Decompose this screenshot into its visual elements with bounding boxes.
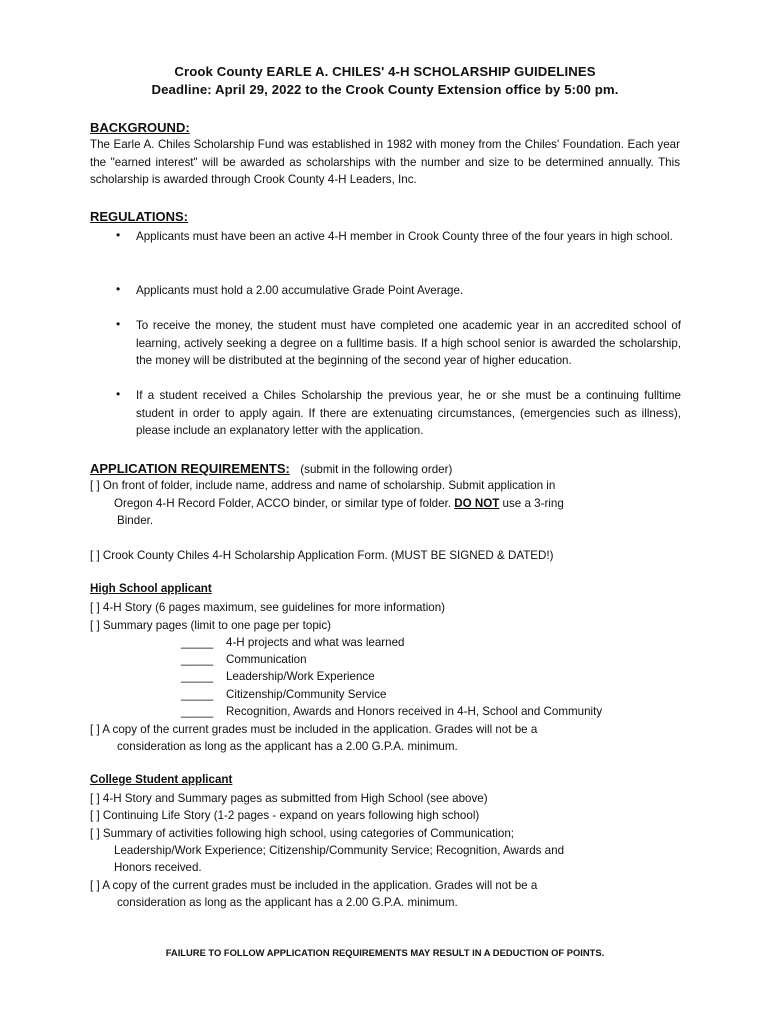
- footer-warning: FAILURE TO FOLLOW APPLICATION REQUIREMENTS MAY RESULT IN A DEDUCTION OF POINTS.: [165, 947, 605, 958]
- topic-item: Leadership/Work Experience: [226, 670, 375, 683]
- bullet-icon: •: [116, 387, 121, 401]
- topic-blank: _____: [181, 636, 214, 649]
- college-line-3: [ ] Summary of activities following high school, using categories of Communication;: [90, 827, 515, 840]
- application-heading-note: (submit in the following order): [300, 463, 453, 476]
- college-line-5: Honors received.: [114, 861, 202, 874]
- folder-line-2-text: Oregon 4-H Record Folder, ACCO binder, or similar type of folder.: [114, 497, 455, 510]
- bullet-icon: •: [116, 228, 121, 242]
- topic-item: Citizenship/Community Service: [226, 688, 387, 701]
- topic-blank: _____: [181, 688, 214, 701]
- college-grades-line-2: consideration as long as the applicant has a 2.00 G.P.A. minimum.: [117, 896, 458, 909]
- title-line-1: Crook County EARLE A. CHILES' 4-H SCHOLARSHIP GUIDELINES: [174, 64, 596, 79]
- regulations-heading: REGULATIONS:: [90, 209, 188, 224]
- college-line-1: [ ] 4-H Story and Summary pages as submitted from High School (see above): [90, 792, 488, 805]
- topic-blank: _____: [181, 705, 214, 718]
- topic-item: Communication: [226, 653, 307, 666]
- high-school-heading: High School applicant: [90, 582, 212, 595]
- regulation-item: Applicants must hold a 2.00 accumulative Grade Point Average.: [136, 284, 464, 297]
- topic-blank: _____: [181, 653, 214, 666]
- application-form-line: [ ] Crook County Chiles 4-H Scholarship Application Form. (MUST BE SIGNED & DATED!): [90, 549, 554, 562]
- application-heading: APPLICATION REQUIREMENTS:: [90, 461, 290, 476]
- folder-line-1: [ ] On front of folder, include name, address and name of scholarship. Submit application in: [90, 479, 556, 492]
- hs-summary-line: [ ] Summary pages (limit to one page per topic): [90, 619, 332, 632]
- background-text: The Earle A. Chiles Scholarship Fund was established in 1982 with money from the Chiles' Foundation. Each year the "earned interest" will be awarded as scholarships with the number and size to be determined annually. This scholarship is awarded through Crook County 4-H Leaders, Inc.: [90, 138, 680, 186]
- college-grades-line-1: [ ] A copy of the current grades must be included in the application. Grades will not be a: [90, 879, 538, 892]
- regulation-item: To receive the money, the student must have completed one academic year in an accredited school of learning, actively seeking a degree on a fulltime basis. If a high school senior is awarded the scholarship, the money will be distributed at the beginning of the second year of higher education.: [136, 319, 681, 367]
- topic-item: Recognition, Awards and Honors received in 4-H, School and Community: [226, 705, 603, 718]
- regulation-item: If a student received a Chiles Scholarship the previous year, he or she must be a continuing fulltime student in order to apply again. If there are extenuating circumstances, (emergencies such as illness), please include an explanatory letter with the application.: [136, 389, 681, 437]
- hs-grades-line-2: consideration as long as the applicant has a 2.00 G.P.A. minimum.: [117, 740, 458, 753]
- folder-line-2-end: use a 3-ring: [499, 497, 564, 510]
- regulation-item: Applicants must have been an active 4-H member in Crook County three of the four years in high school.: [136, 230, 673, 243]
- college-line-4: Leadership/Work Experience; Citizenship/Community Service; Recognition, Awards and: [114, 844, 565, 857]
- deadline-line: Deadline: April 29, 2022 to the Crook County Extension office by 5:00 pm.: [151, 82, 619, 97]
- college-line-2: [ ] Continuing Life Story (1-2 pages - expand on years following high school): [90, 809, 480, 822]
- hs-story-line: [ ] 4-H Story (6 pages maximum, see guidelines for more information): [90, 601, 446, 614]
- bullet-icon: •: [116, 282, 121, 296]
- bullet-icon: •: [116, 317, 121, 331]
- topic-item: 4-H projects and what was learned: [226, 636, 405, 649]
- hs-grades-line-1: [ ] A copy of the current grades must be included in the application. Grades will not be a: [90, 723, 538, 736]
- folder-line-2: [114, 495, 564, 513]
- do-not-emphasis: DO NOT: [454, 497, 500, 510]
- folder-line-3: Binder.: [117, 514, 154, 527]
- background-heading: BACKGROUND:: [90, 120, 190, 135]
- topic-blank: _____: [181, 670, 214, 683]
- application-heading-row: [90, 460, 452, 479]
- college-heading: College Student applicant: [90, 773, 233, 786]
